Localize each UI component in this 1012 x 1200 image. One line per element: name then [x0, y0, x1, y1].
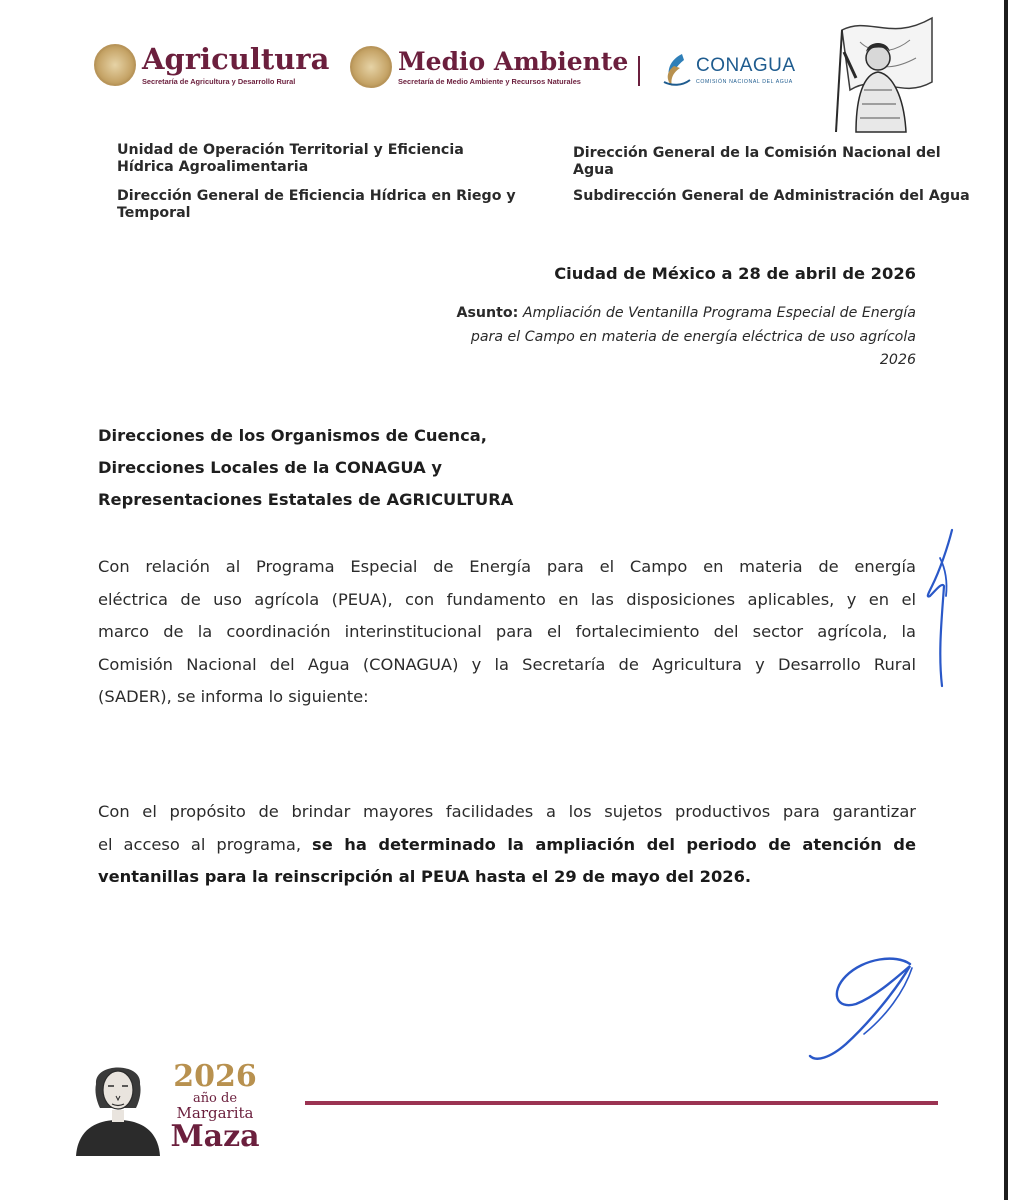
- agricultura-subtitle: Secretaría de Agricultura y Desarrollo Rural: [142, 76, 296, 86]
- subject-label: Asunto:: [456, 305, 519, 321]
- unit-right-2: Subdirección General de Administración del Agua: [573, 188, 970, 204]
- conagua-subtitle: COMISIÓN NACIONAL DEL AGUA: [696, 79, 793, 85]
- agricultura-logo: [94, 41, 330, 86]
- paragraph-line: [98, 829, 916, 862]
- footer-rule: [305, 1101, 938, 1105]
- mexico-seal-icon: [350, 46, 392, 88]
- paragraph-line: (SADER), se informa lo siguiente:: [98, 687, 369, 706]
- margin-initial-signature: [918, 526, 968, 696]
- agricultura-title: Agricultura: [142, 41, 330, 76]
- body-paragraph-1: [98, 551, 916, 714]
- addressee-line: Direcciones de los Organismos de Cuenca,: [98, 426, 487, 445]
- footer-year: 2026: [173, 1059, 257, 1094]
- medio-ambiente-title: Medio Ambiente: [398, 46, 629, 76]
- paragraph-line: marco de la coordinación interinstitucional para el fortalecimiento del sector agrícola, la: [98, 622, 916, 641]
- paragraph-line: eléctrica de uso agrícola (PEUA), con fundamento en las disposiciones aplicables, y en el: [98, 589, 916, 609]
- paragraph-line: Comisión Nacional del Agua (CONAGUA) y la Secretaría de Agricultura y Desarrollo Rural: [98, 654, 916, 674]
- flag-woman-illustration: [820, 12, 940, 134]
- paragraph-bold-line: ventanillas para la reinscripción al PEUA hasta el 29 de mayo del 2026.: [98, 867, 752, 886]
- subject: [446, 302, 916, 373]
- medio-ambiente-logo: [350, 46, 628, 88]
- unit-left-1: Unidad de Operación Territorial y Eficiencia Hídrica Agroalimentaria: [117, 142, 464, 175]
- body-paragraph-2: [98, 796, 916, 894]
- date-line: Ciudad de México a 28 de abril de 2026: [554, 264, 916, 283]
- addressee-line: Representaciones Estatales de AGRICULTURA: [98, 490, 514, 509]
- footer-text: año de: [192, 1091, 238, 1106]
- footer-name: Maza: [170, 1119, 260, 1154]
- subject-text: Ampliación de Ventanilla Programa Especial de Energía para el Campo en materia de energía eléctrica de uso agrícola 2026: [470, 305, 916, 368]
- scan-edge: [1004, 0, 1008, 1200]
- addressee-line: Direcciones Locales de la CONAGUA y: [98, 458, 442, 477]
- logo-divider: [638, 56, 640, 86]
- portrait-illustration: [68, 1048, 168, 1156]
- signature: [800, 950, 930, 1065]
- unit-right-1: Dirección General de la Comisión Nacional del Agua: [573, 145, 941, 178]
- conagua-logo-icon: [660, 52, 692, 88]
- footer-text: Margarita: [176, 1104, 254, 1122]
- paragraph-line: Con relación al Programa Especial de Energía para el Campo en materia de energía: [98, 557, 916, 576]
- addressee-block: [98, 420, 658, 516]
- paragraph-bold-text: se ha determinado la ampliación del periodo de atención de: [312, 834, 917, 854]
- paragraph-line: Con el propósito de brindar mayores facilidades a los sujetos productivos para garantizar: [98, 802, 916, 821]
- mexico-seal-icon: [94, 44, 136, 86]
- unit-left-2: Dirección General de Eficiencia Hídrica en Riego y Temporal: [117, 188, 516, 221]
- medio-ambiente-subtitle: Secretaría de Medio Ambiente y Recursos Naturales: [398, 76, 581, 86]
- conagua-title: CONAGUA: [696, 55, 796, 76]
- paragraph-text: el acceso al programa,: [98, 834, 313, 854]
- conagua-logo: [660, 52, 796, 88]
